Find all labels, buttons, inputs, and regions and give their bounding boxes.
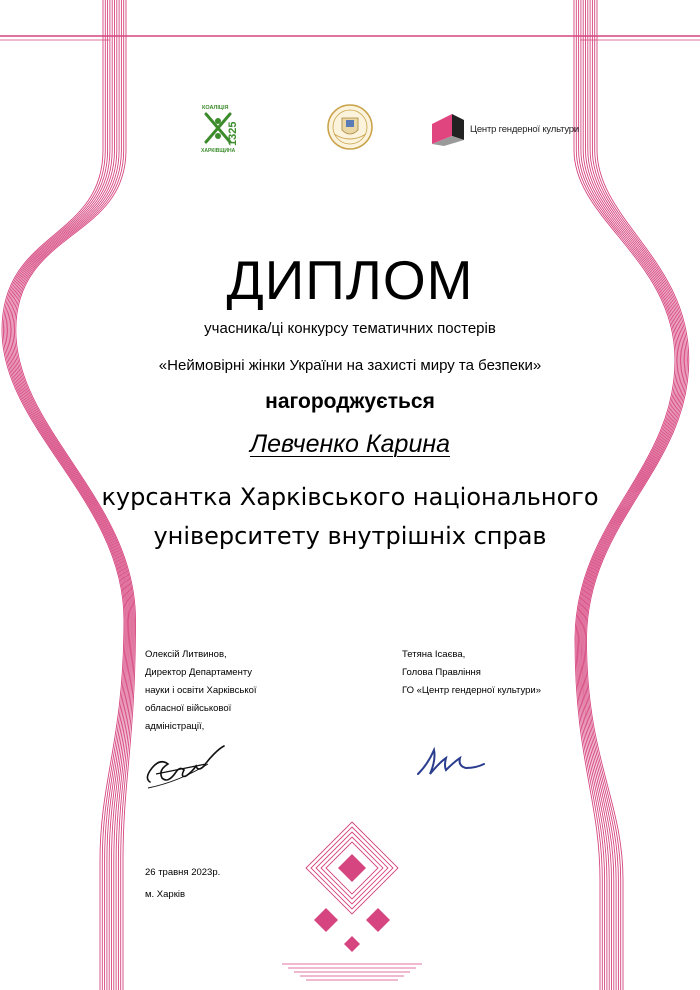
recipient-name [0,430,700,459]
diamond-small [366,908,390,932]
signatory-line: Голова Правління [402,667,481,678]
diamond-small [314,908,338,932]
svg-text:КОАЛІЦІЯ: КОАЛІЦІЯ [202,105,229,111]
signatory-line: Олексій Литвинов, [145,649,227,660]
signatory-line: ГО «Центр гендерної культури» [402,685,541,696]
subtitle-line-2: «Неймовірні жінки України на захисті миру та безпеки» [158,357,542,374]
recipient-name-text: Левченко Карина [249,430,451,458]
gender-center-logo-text: Центр гендерної культури [470,124,579,135]
diamond-small [344,936,360,952]
diploma-title: ДИПЛОМ [226,249,474,311]
left-signature [140,744,230,790]
signatory-line: науки і освіти Харківської [145,685,257,696]
coalition-1325-logo [200,102,250,154]
description-line-2: університету внутрішніх справ [153,522,547,550]
award-text: нагороджується [265,390,435,413]
left-signatory [145,646,257,736]
signatory-line: Тетяна Ісаєва, [402,649,466,660]
right-signature [412,736,492,782]
subtitle-line-1: учасника/ці конкурсу тематичних постерів [204,320,496,337]
gender-culture-center-logo [430,112,579,146]
oblast-seal-logo [324,102,376,152]
issue-date: 26 травня 2023р. [145,867,221,878]
diamond-center [338,854,366,882]
signatory-line: Директор Департаменту [145,667,253,678]
svg-text:ХАРКІВЩИНА: ХАРКІВЩИНА [201,148,236,154]
right-signatory [402,646,541,700]
signatory-line: обласної військової [145,703,232,714]
gender-center-icon [430,112,466,146]
description-line-1: курсантка Харківського національного [101,483,599,511]
svg-text:1325: 1325 [227,121,239,146]
issue-place: м. Харків [145,889,186,900]
signatory-line: адміністрації, [145,721,205,732]
date-place [145,862,220,906]
